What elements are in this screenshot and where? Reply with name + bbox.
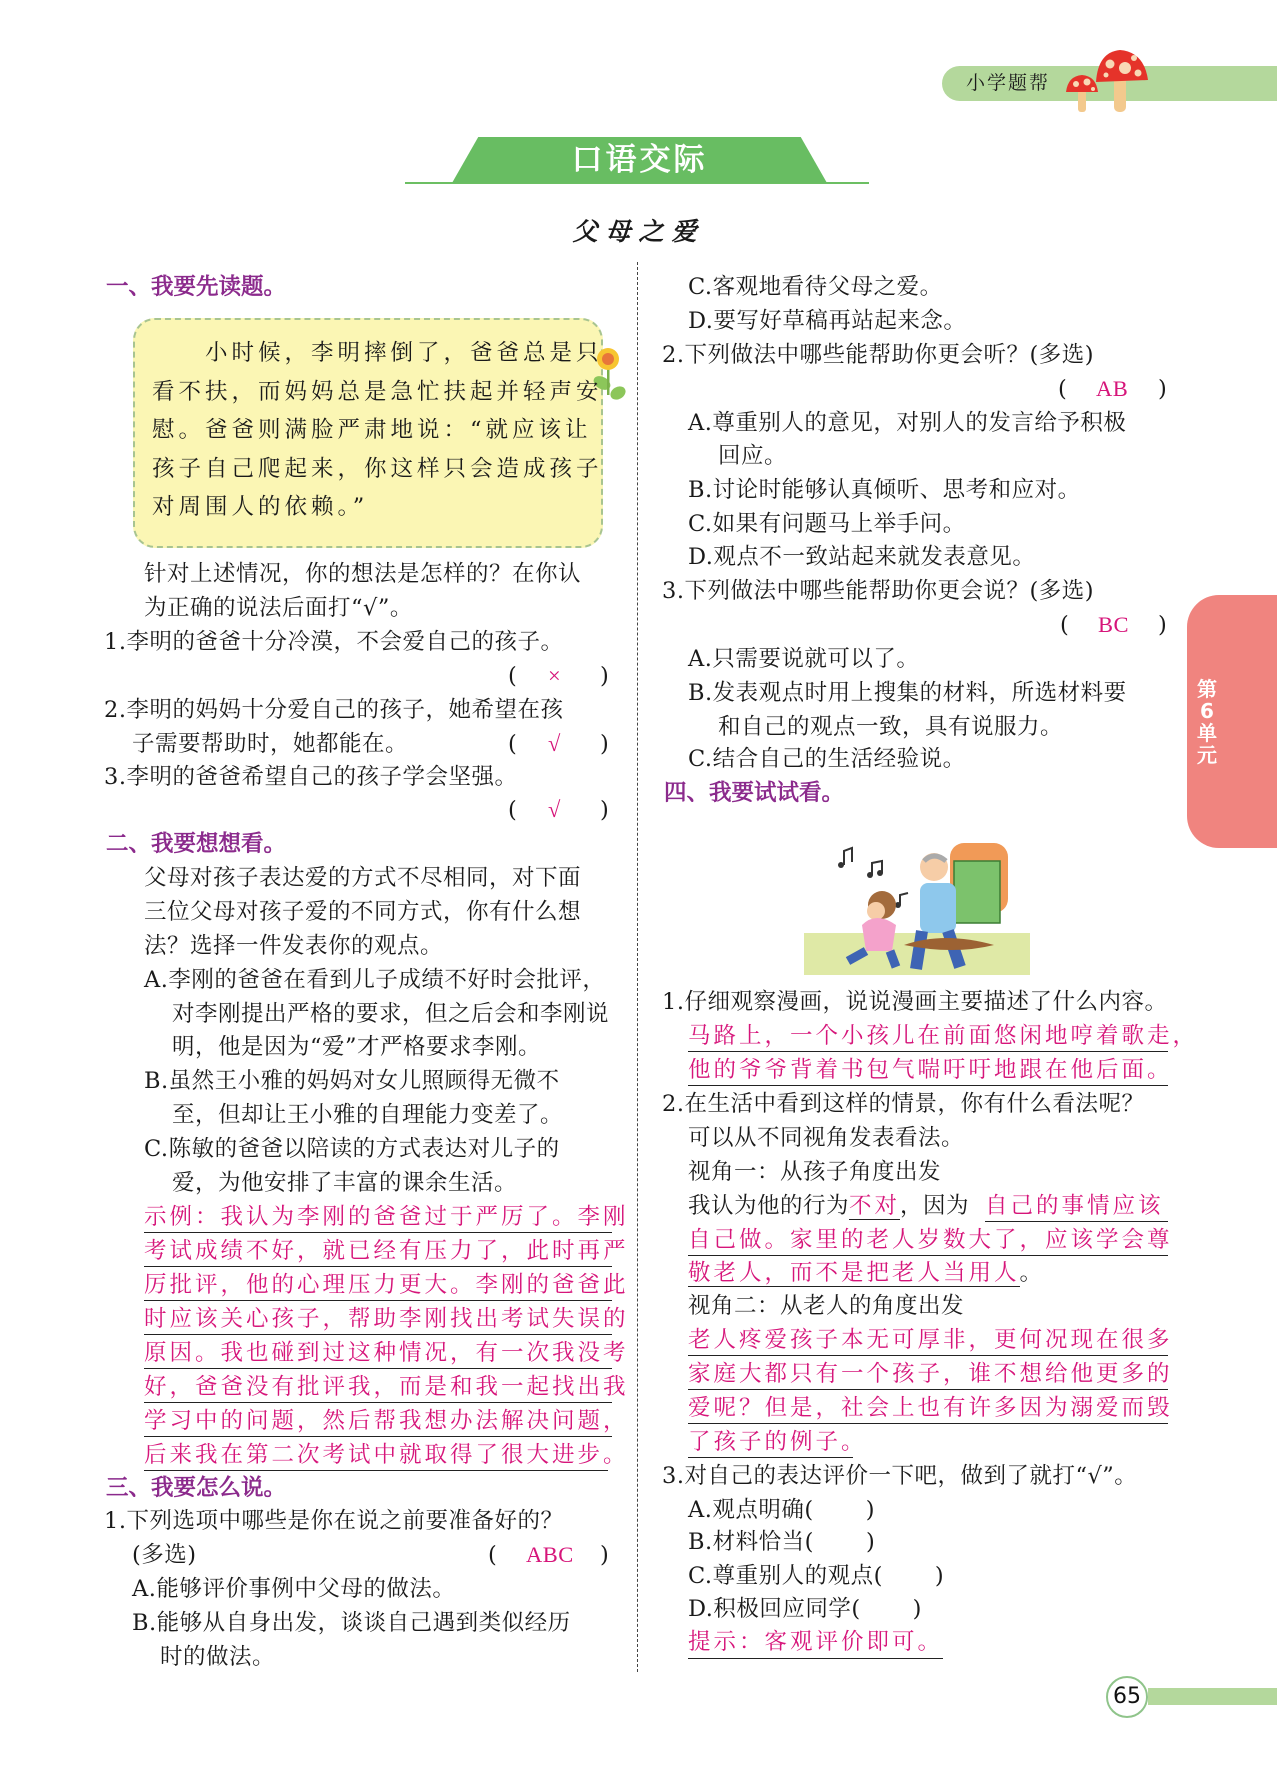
sample-answer-line: 学习中的问题，然后帮我想办法解决问题， <box>144 1408 629 1434</box>
view1-blank-2: 自己的事情应该 <box>985 1193 1164 1219</box>
option-a-cont: 明，他是因为“爱”才严格要求李刚。 <box>172 1034 542 1060</box>
s4-question-2: 2.在生活中看到这样的情景，你有什么看法呢？ <box>662 1091 1145 1117</box>
answer-bracket: ( AB ) <box>1058 372 1168 406</box>
answer-underline <box>688 1389 1168 1390</box>
q1-option-cont: 时的做法。 <box>160 1644 276 1670</box>
q1-option: D.要写好草稿再站起来念。 <box>688 308 967 334</box>
q1-option: C.客观地看待父母之爱。 <box>688 274 943 300</box>
q2-option: C.如果有问题马上举手问。 <box>688 511 966 537</box>
cartoon-illustration <box>804 825 1030 975</box>
section2-heading: 二、我要想想看。 <box>106 831 287 857</box>
s4-answer-line: 马路上，一个小孩儿在前面悠闲地哼着歌走， <box>688 1023 1199 1049</box>
instruction-line: 针对上述情况，你的想法是怎样的？在你认 <box>144 561 582 587</box>
unit-tab-label: 第 6 单 元 <box>1197 677 1217 767</box>
column-divider <box>637 262 638 1672</box>
story-line: 看不扶，而妈妈总是急忙扶起并轻声安 <box>152 379 603 405</box>
option-c-cont: 爱，为他安排了丰富的课余生活。 <box>172 1170 518 1196</box>
sample-answer-line: 好，爸爸没有批评我，而是和我一起找出我 <box>144 1374 629 1400</box>
instruction-line: 为正确的说法后面打“√”。 <box>144 595 413 621</box>
question-3: 3.下列做法中哪些能帮助你更会说？(多选) <box>662 578 1095 604</box>
hint: 提示：客观评价即可。 <box>688 1626 943 1659</box>
answer-bracket: ( × ) <box>508 659 610 693</box>
q2-option: A.尊重别人的意见，对别人的发言给予积极 <box>688 410 1127 436</box>
answer-underline <box>688 1423 1168 1424</box>
page-number-strip <box>1148 1688 1277 1705</box>
answer-mark: BC <box>1098 612 1130 637</box>
answer-underline <box>144 1300 612 1301</box>
view1-blank-1: 不对 <box>849 1193 901 1219</box>
self-eval-b[interactable]: B.材料恰当( ) <box>688 1529 876 1555</box>
option-b: B.虽然王小雅的妈妈对女儿照顾得无微不 <box>144 1068 560 1094</box>
sample-answer-line: 后来我在第二次考试中就取得了很大进步。 <box>144 1442 629 1468</box>
view2-label: 视角二：从老人的角度出发 <box>688 1293 965 1319</box>
answer-bracket: ( ABC ) <box>488 1538 610 1572</box>
title-banner-label: 口语交际 <box>571 142 708 178</box>
self-eval-c[interactable]: C.尊重别人的观点( ) <box>688 1563 945 1589</box>
brand-label: 小学题帮 <box>966 72 1051 94</box>
page-number: 65 <box>1106 1676 1148 1718</box>
sample-answer-line: 示例：我认为李刚的爸爸过于严厉了。李刚 <box>144 1204 629 1230</box>
page-subtitle: 父母之爱 <box>572 217 705 246</box>
answer-underline <box>144 1266 612 1267</box>
option-b-cont: 至，但却让王小雅的自理能力变差了。 <box>172 1102 564 1128</box>
story-line: 慰。爸爸则满脸严肃地说：“就应该让 <box>152 417 592 443</box>
answer-underline <box>144 1368 612 1369</box>
answer-bracket: ( √ ) <box>508 727 610 761</box>
story-line: 对周围人的依赖。” <box>152 494 369 520</box>
view1-sentence: 我认为他的行为不对，因为 <box>688 1193 970 1219</box>
view1-blank-2-end: 敬老人，而不是把老人当用人。 <box>688 1260 1043 1286</box>
answer-bracket: ( BC ) <box>1060 608 1168 642</box>
mushroom-icon <box>1062 46 1152 114</box>
judge-item-2-cont: 子需要帮助时，她都能在。 <box>132 731 409 757</box>
section3-heading: 三、我要怎么说。 <box>106 1475 287 1501</box>
view2-answer-line: 爱呢？但是，社会上也有许多因为溺爱而毁 <box>688 1395 1173 1421</box>
view2-answer-line: 老人疼爱孩子本无可厚非，更何况现在很多 <box>688 1327 1173 1353</box>
option-c: C.陈敏的爸爸以陪读的方式表达对儿子的 <box>144 1136 560 1162</box>
view1-blank-2: 自己做。家里的老人岁数大了，应该学会尊 <box>688 1227 1173 1253</box>
answer-underline <box>144 1436 612 1437</box>
s4-question-2-cont: 可以从不同视角发表看法。 <box>688 1125 965 1151</box>
answer-mark: AB <box>1096 376 1129 401</box>
answer-underline <box>688 1457 853 1458</box>
section1-heading: 一、我要先读题。 <box>106 274 287 300</box>
q2-option: D.观点不一致站起来就发表意见。 <box>688 544 1036 570</box>
view1-label: 视角一：从孩子角度出发 <box>688 1159 942 1185</box>
q3-option: A.只需要说就可以了。 <box>688 646 920 672</box>
sample-answer-line: 考试成绩不好，就已经有压力了，此时再严 <box>144 1238 629 1264</box>
q3-option: C.结合自己的生活经验说。 <box>688 746 966 772</box>
answer-mark: √ <box>548 797 561 822</box>
story-line: 孩子自己爬起来，你这样只会造成孩子 <box>152 456 603 482</box>
answer-mark: √ <box>548 731 561 756</box>
view2-answer-line: 家庭大都只有一个孩子，谁不想给他更多的 <box>688 1361 1173 1387</box>
answer-mark: × <box>548 663 562 688</box>
sample-answer-line: 原因。我也碰到过这种情况，有一次我没考 <box>144 1340 629 1366</box>
q2-option-cont: 回应。 <box>718 443 788 469</box>
prompt-line: 父母对孩子表达爱的方式不尽相同，对下面 <box>144 865 582 891</box>
answer-underline <box>688 1051 1168 1052</box>
judge-item-3: 3.李明的爸爸希望自己的孩子学会坚强。 <box>104 764 518 790</box>
answer-underline <box>688 1355 1168 1356</box>
question-2: 2.下列做法中哪些能帮助你更会听？(多选) <box>662 342 1095 368</box>
self-eval-a[interactable]: A.观点明确( ) <box>688 1497 875 1523</box>
view2-answer-line: 了孩子的例子。 <box>688 1429 867 1455</box>
section4-heading: 四、我要试试看。 <box>664 780 845 806</box>
question-1-cont: (多选) <box>132 1542 197 1568</box>
answer-mark: ABC <box>526 1542 574 1567</box>
option-a-cont: 对李刚提出严格的要求，但之后会和李刚说 <box>172 1001 610 1027</box>
q2-option: B.讨论时能够认真倾听、思考和应对。 <box>688 477 1081 503</box>
self-eval-d[interactable]: D.积极回应同学( ) <box>688 1596 922 1622</box>
answer-bracket: ( √ ) <box>508 793 610 827</box>
answer-underline <box>144 1232 612 1233</box>
option-a: A.李刚的爸爸在看到儿子成绩不好时会批评， <box>144 967 606 993</box>
answer-underline <box>144 1402 612 1403</box>
story-line: 小时候，李明摔倒了，爸爸总是只 <box>152 340 603 366</box>
sample-answer-line: 时应该关心孩子，帮助李刚找出考试失误的 <box>144 1306 629 1332</box>
question-1: 1.下列选项中哪些是你在说之前要准备好的？ <box>104 1508 564 1534</box>
q1-option: B.能够从自身出发，谈谈自己遇到类似经历 <box>132 1610 571 1636</box>
s4-answer-line: 他的爷爷背着书包气喘吁吁地跟在他后面。 <box>688 1057 1173 1083</box>
prompt-line: 法？选择一件发表你的观点。 <box>144 933 444 959</box>
sample-answer-line: 厉批评，他的心理压力更大。李刚的爸爸此 <box>144 1272 629 1298</box>
judge-item-2: 2.李明的妈妈十分爱自己的孩子，她希望在孩 <box>104 697 564 723</box>
s4-question-1: 1.仔细观察漫画，说说漫画主要描述了什么内容。 <box>662 989 1168 1015</box>
s4-question-3: 3.对自己的表达评价一下吧，做到了就打“√”。 <box>662 1463 1138 1489</box>
answer-underline <box>144 1334 612 1335</box>
prompt-line: 三位父母对孩子爱的不同方式，你有什么想 <box>144 899 582 925</box>
answer-underline <box>985 1221 1168 1222</box>
q3-option-cont: 和自己的观点一致，具有说服力。 <box>718 714 1064 740</box>
q1-option: A.能够评价事例中父母的做法。 <box>132 1576 456 1602</box>
q3-option: B.发表观点时用上搜集的材料，所选材料要 <box>688 680 1127 706</box>
judge-item-1: 1.李明的爸爸十分冷漠，不会爱自己的孩子。 <box>104 629 564 655</box>
answer-underline <box>688 1085 1168 1086</box>
